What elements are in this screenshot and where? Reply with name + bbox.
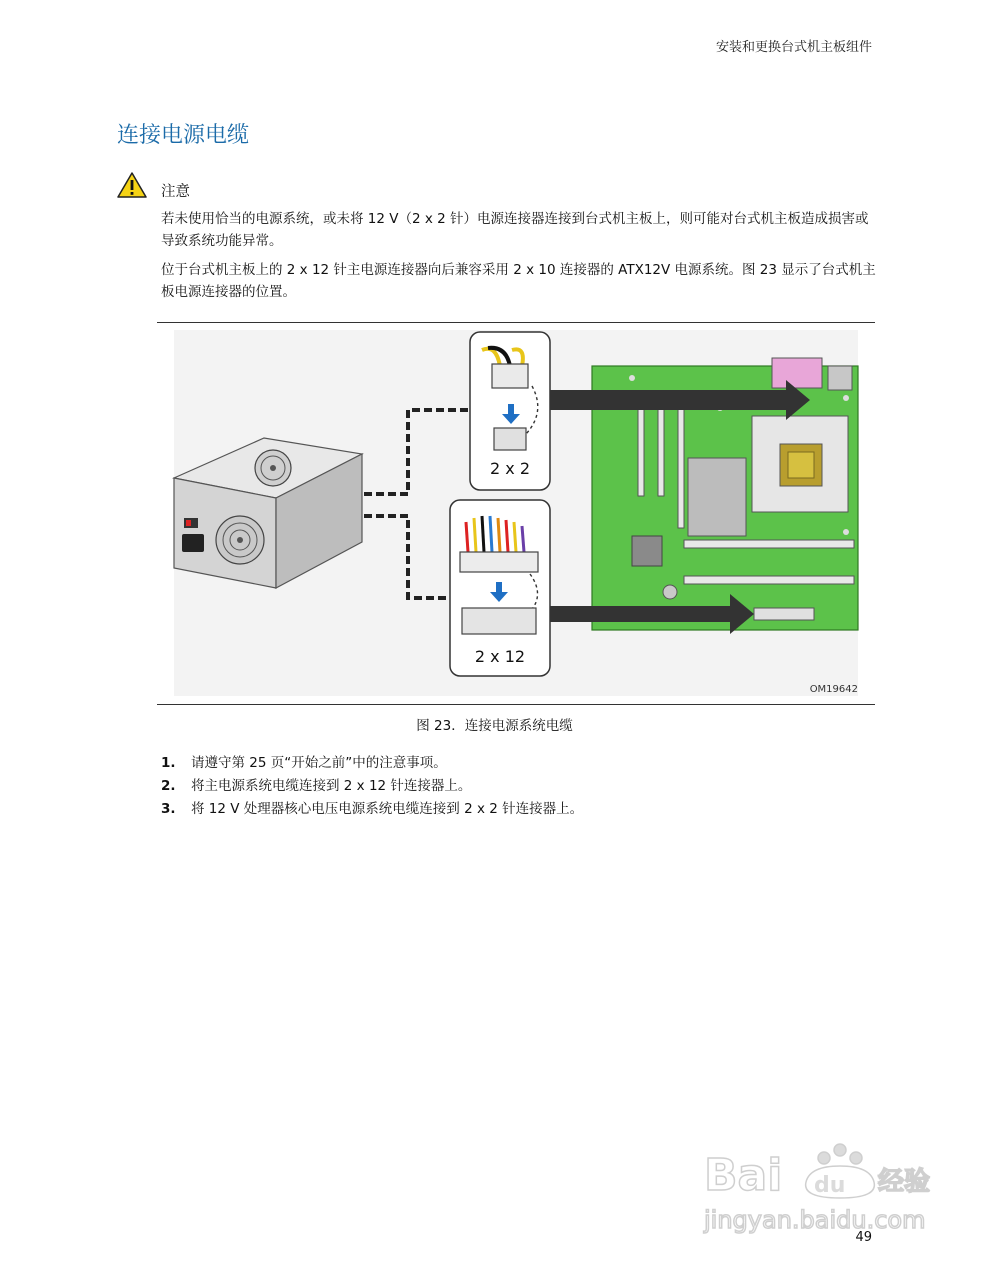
step-text: 将主电源系统电缆连接到 2 x 12 针连接器上。 [191, 778, 472, 794]
step-number: 2. [161, 778, 176, 794]
label-2x2: 2 x 2 [490, 459, 530, 478]
warning-triangle-icon [117, 172, 147, 198]
step-number: 1. [161, 755, 176, 771]
watermark-brand2: du [814, 1173, 846, 1198]
list-item [161, 752, 583, 775]
connector-2x12-callout [450, 500, 550, 676]
baidu-watermark [700, 1132, 940, 1242]
watermark-suffix: 经验 [878, 1167, 931, 1197]
section-title: 连接电源电缆 [117, 123, 250, 148]
page-number: 49 [855, 1230, 872, 1245]
figure-rule-bottom [157, 704, 875, 705]
step-text: 将 12 V 处理器核心电压电源系统电缆连接到 2 x 2 针连接器上。 [191, 801, 584, 817]
body-paragraph: 位于台式机主板上的 2 x 12 针主电源连接器向后兼容采用 2 x 10 连接器的 ATX12V 电源系统。图 23 显示了台式机主板电源连接器的位置。 [161, 262, 876, 300]
watermark-brand: Bai [704, 1150, 783, 1201]
figure-rule-top [157, 322, 875, 323]
connector-2x2-callout [470, 332, 550, 490]
running-header: 安装和更换台式机主板组件 [715, 40, 872, 55]
watermark-url: jingyan.baidu.com [704, 1206, 926, 1234]
step-text: 请遵守第 25 页“开始之前”中的注意事项。 [191, 755, 447, 771]
list-item [161, 775, 583, 798]
caution-text: 若未使用恰当的电源系统，或未将 12 V（2 x 2 针）电源连接器连接到台式机主板上，则可能对台式机主板造成损害或导致系统功能异常。 [161, 211, 869, 249]
figure-caption: 图 23．连接电源系统电缆 [416, 718, 573, 734]
caution-label: 注意 [161, 184, 190, 200]
figure-id: OM19642 [809, 684, 858, 695]
step-number: 3. [161, 801, 176, 817]
steps-list [161, 752, 583, 821]
label-2x12: 2 x 12 [474, 647, 526, 666]
figure-power-connectors [160, 326, 872, 700]
list-item [161, 798, 583, 821]
